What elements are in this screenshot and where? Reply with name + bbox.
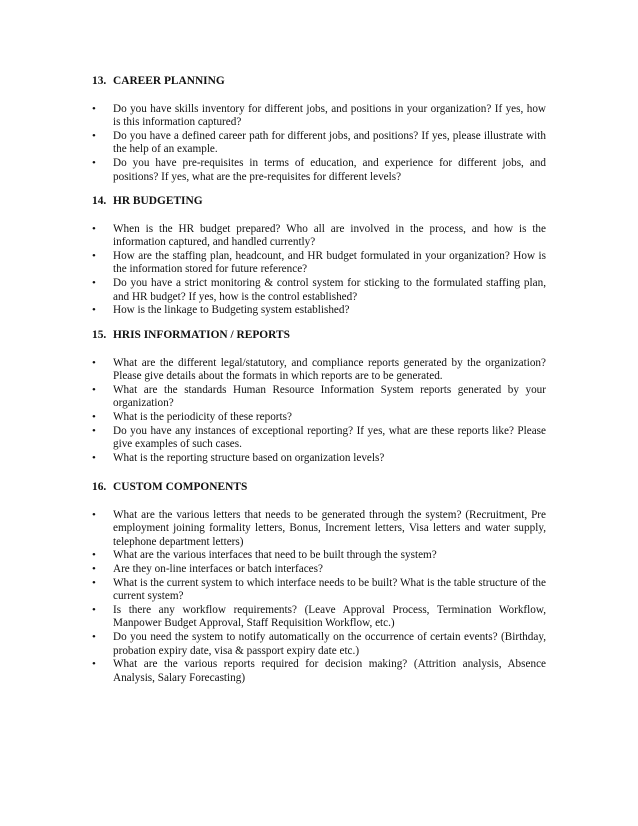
section-career-planning: [92, 75, 546, 184]
question-text: When is the HR budget prepared? Who all are involved in the process, and how is the information captured, and handled currently?: [113, 222, 546, 249]
list-item: [92, 223, 546, 250]
question-text: How is the linkage to Budgeting system established?: [113, 304, 350, 317]
section-hr-budgeting: [92, 195, 546, 318]
list-item: [92, 384, 546, 411]
bullet-icon: •: [92, 410, 96, 423]
bullet-icon: •: [92, 249, 96, 262]
section-heading: [92, 195, 546, 209]
question-text: Do you have any instances of exceptional reporting? If yes, what are these reports like? Please give examples of such cases.: [113, 424, 546, 451]
question-text: Is there any workflow requirements? (Leave Approval Process, Termination Workflow, Manpower Budget Approval, Staff Requisition Workflow, etc.): [113, 603, 546, 630]
bullet-icon: •: [92, 630, 96, 643]
question-text: Are they on-line interfaces or batch interfaces?: [113, 562, 323, 575]
section-heading: [92, 75, 546, 89]
list-item: [92, 250, 546, 277]
list-item: [92, 577, 546, 604]
section-number: 16.: [92, 481, 107, 493]
bullet-icon: •: [92, 508, 96, 521]
list-item: [92, 604, 546, 631]
question-text: Do you have skills inventory for different jobs, and positions in your organization? If yes, how is this information captured?: [113, 102, 546, 129]
list-item: [92, 452, 546, 466]
question-text: What is the current system to which interface needs to be built? What is the table structure of the current system?: [113, 576, 546, 603]
bullet-icon: •: [92, 276, 96, 289]
list-item: [92, 277, 546, 304]
section-heading: [92, 329, 546, 343]
question-text: What are the various reports required for decision making? (Attrition analysis, Absence Analysis, Salary Forecasting): [113, 658, 546, 684]
list-item: [92, 103, 546, 130]
bullet-icon: •: [92, 603, 96, 616]
question-text: What is the periodicity of these reports?: [113, 410, 292, 423]
question-text: Do you have pre-requisites in terms of education, and experience for different jobs, and positions? If yes, what are the pre-requisites for different levels?: [113, 156, 546, 183]
bullet-icon: •: [92, 549, 96, 562]
section-number: 14.: [92, 195, 107, 207]
bullet-icon: •: [92, 451, 96, 464]
list-item: [92, 658, 546, 685]
section-title: HRIS INFORMATION / REPORTS: [113, 329, 290, 341]
list-item: [92, 425, 546, 452]
question-text: What are the various interfaces that need to be built through the system?: [113, 549, 437, 562]
question-list: [92, 103, 546, 185]
bullet-icon: •: [92, 356, 96, 369]
bullet-icon: •: [92, 562, 96, 575]
bullet-icon: •: [92, 304, 96, 317]
list-item: [92, 130, 546, 157]
list-item: [92, 549, 546, 563]
list-item: [92, 157, 546, 184]
question-text: Do you need the system to notify automatically on the occurrence of certain events? (Birthday, probation expiry date, visa & passport expiry date etc.): [113, 630, 546, 657]
bullet-icon: •: [92, 129, 96, 142]
section-number: 15.: [92, 329, 107, 341]
question-text: What are the different legal/statutory, and compliance reports generated by the organization? Please give details about the formats in which reports are to be generated.: [113, 356, 546, 383]
section-title: HR BUDGETING: [113, 195, 203, 207]
question-list: [92, 357, 546, 466]
section-custom-components: [92, 481, 546, 685]
section-hris-reports: [92, 329, 546, 465]
question-text: Do you have a strict monitoring & control system for sticking to the formulated staffing plan, and HR budget? If yes, how is the control established?: [113, 276, 546, 303]
bullet-icon: •: [92, 424, 96, 437]
section-title: CAREER PLANNING: [113, 75, 225, 87]
list-item: [92, 509, 546, 550]
question-list: [92, 223, 546, 318]
question-text: Do you have a defined career path for different jobs, and positions? If yes, please illustrate with the help of an example.: [113, 129, 546, 156]
list-item: [92, 411, 546, 425]
list-item: [92, 304, 546, 318]
question-list: [92, 509, 546, 686]
bullet-icon: •: [92, 576, 96, 589]
list-item: [92, 631, 546, 658]
question-text: What are the standards Human Resource Information System reports generated by your organization?: [113, 383, 546, 410]
bullet-icon: •: [92, 222, 96, 235]
section-title: CUSTOM COMPONENTS: [113, 481, 248, 493]
bullet-icon: •: [92, 102, 96, 115]
bullet-icon: •: [92, 156, 96, 169]
question-text: What are the various letters that needs to be generated through the system? (Recruitment, Pre employment joining formality letters, Bonus, Increment letters, Visa letters and water supply, telephone department letters): [113, 508, 546, 548]
list-item: [92, 357, 546, 384]
list-item: [92, 563, 546, 577]
question-text: How are the staffing plan, headcount, and HR budget formulated in your organization? How is the information stored for future reference?: [113, 249, 546, 276]
section-number: 13.: [92, 75, 107, 87]
section-heading: [92, 481, 546, 495]
bullet-icon: •: [92, 383, 96, 396]
bullet-icon: •: [92, 658, 96, 671]
question-text: What is the reporting structure based on organization levels?: [113, 451, 385, 464]
